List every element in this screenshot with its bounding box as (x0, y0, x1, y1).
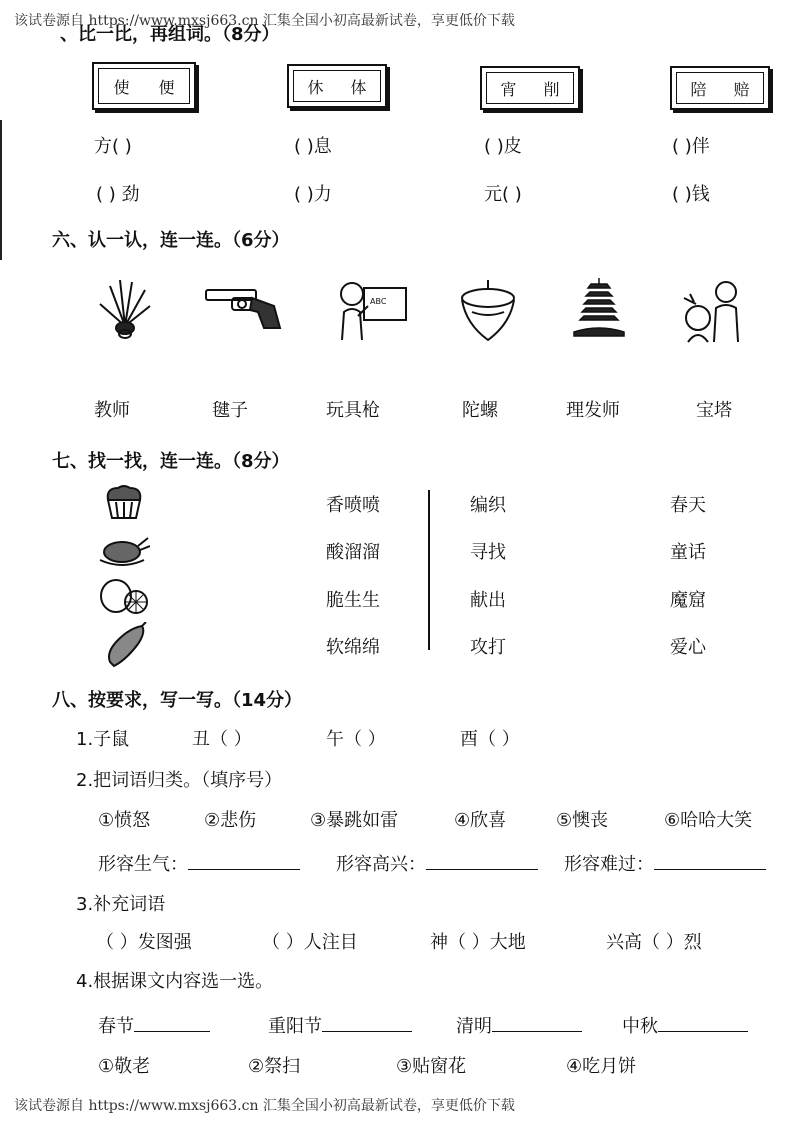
margin-line (0, 120, 2, 260)
word-label[interactable]: 教师 (94, 400, 130, 421)
fill-blank[interactable]: 方( ) (94, 136, 132, 157)
festival-field[interactable] (98, 1012, 210, 1038)
cake-icon[interactable] (102, 484, 146, 522)
fill-blank[interactable]: ( )钱 (672, 184, 710, 205)
fill-blank[interactable]: 神（ ）大地 (430, 932, 526, 953)
noun-item[interactable]: 童话 (670, 542, 706, 563)
option-item: ④欣喜 (454, 810, 507, 831)
festival-field[interactable] (456, 1012, 582, 1038)
fill-blank[interactable]: 午（ ） (326, 729, 386, 750)
option-item: ⑤懊丧 (556, 810, 609, 831)
section7-title: 七、找一找，连一连。（8分） (52, 451, 290, 472)
option-item: ①愤怒 (98, 810, 151, 831)
char-box-2 (287, 64, 387, 108)
cucumber-icon[interactable] (104, 622, 148, 668)
teacher-icon[interactable] (334, 278, 410, 344)
festival-field[interactable] (622, 1012, 748, 1038)
option-item: ④吃月饼 (566, 1056, 637, 1077)
answer-blank[interactable] (654, 869, 766, 870)
char-a: 宵 (500, 79, 517, 99)
word-label[interactable]: 毽子 (212, 400, 248, 421)
adjective-item[interactable]: 脆生生 (326, 590, 380, 611)
char-b: 削 (543, 79, 560, 99)
char-b: 便 (158, 77, 175, 97)
section5-title: 、比一比，再组词。（8分） (60, 24, 280, 45)
festival-label: 中秋 (622, 1016, 658, 1037)
festival-label: 重阳节 (268, 1016, 322, 1037)
adjective-item[interactable]: 酸溜溜 (326, 542, 380, 563)
fill-blank[interactable]: ( )皮 (484, 136, 522, 157)
word-label[interactable]: 玩具枪 (326, 400, 380, 421)
source-watermark-bottom: 该试卷源自 https://www.mxsj663.cn 汇集全国小初高最新试卷，享更低价下载 (14, 1098, 515, 1114)
festival-label: 春节 (98, 1016, 134, 1037)
fill-blank[interactable]: （ ）发图强 (96, 932, 192, 953)
verb-item[interactable]: 寻找 (470, 542, 506, 563)
barber-icon[interactable] (678, 278, 748, 344)
svg-text:ABC: ABC (370, 297, 387, 306)
q4-label: 4.根据课文内容选一选。 (76, 971, 274, 992)
adjective-item[interactable]: 香喷喷 (326, 495, 380, 516)
festival-field[interactable] (268, 1012, 412, 1038)
option-item: ②祭扫 (248, 1056, 301, 1077)
shuttlecock-icon[interactable] (90, 276, 160, 340)
category-label: 形容高兴： (336, 854, 426, 875)
roast-chicken-icon[interactable] (98, 530, 150, 568)
category-field[interactable] (564, 850, 766, 876)
fill-blank[interactable]: ( )力 (294, 184, 332, 205)
noun-item[interactable]: 魔窟 (670, 590, 706, 611)
verb-item[interactable]: 编织 (470, 495, 506, 516)
q2-label: 2.把词语归类。（填序号） (76, 770, 283, 791)
word-label[interactable]: 理发师 (566, 400, 620, 421)
verb-item[interactable]: 攻打 (470, 637, 506, 658)
word-label[interactable]: 陀螺 (462, 400, 498, 421)
q1-label: 1.子鼠 (76, 729, 130, 750)
char-b: 体 (350, 77, 367, 97)
q3-label: 3.补充词语 (76, 894, 166, 915)
option-item: ③贴窗花 (396, 1056, 467, 1077)
answer-blank[interactable] (426, 869, 538, 870)
char-box-3 (480, 66, 580, 110)
answer-blank[interactable] (492, 1031, 582, 1032)
answer-blank[interactable] (188, 869, 300, 870)
char-a: 陪 (690, 79, 707, 99)
festival-label: 清明 (456, 1016, 492, 1037)
char-box-1 (92, 62, 196, 110)
fill-blank[interactable]: 兴高（ ）烈 (606, 932, 702, 953)
char-a: 休 (307, 77, 324, 97)
fill-blank[interactable]: 酉（ ） (460, 729, 520, 750)
source-watermark-top: 该试卷源自 https://www.mxsj663.cn 汇集全国小初高最新试卷，享更低价下载 (14, 13, 515, 29)
toy-gun-icon[interactable] (202, 284, 282, 332)
answer-blank[interactable] (322, 1031, 412, 1032)
answer-blank[interactable] (658, 1031, 748, 1032)
spinning-top-icon[interactable] (458, 278, 518, 344)
option-item: ③暴跳如雷 (310, 810, 399, 831)
lemon-icon[interactable] (98, 578, 150, 616)
char-a: 使 (113, 77, 130, 97)
fill-blank[interactable]: ( )息 (294, 136, 332, 157)
option-item: ⑥哈哈大笑 (664, 810, 753, 831)
noun-item[interactable]: 春天 (670, 495, 706, 516)
divider-line (428, 490, 430, 650)
category-label: 形容难过： (564, 854, 654, 875)
fill-blank[interactable]: 元( ) (484, 184, 522, 205)
fill-blank[interactable]: （ ）人注目 (262, 932, 358, 953)
pagoda-icon[interactable] (572, 276, 626, 338)
verb-item[interactable]: 献出 (470, 590, 506, 611)
option-item: ②悲伤 (204, 810, 257, 831)
section6-title: 六、认一认，连一连。（6分） (52, 230, 290, 251)
fill-blank[interactable]: 丑（ ） (192, 729, 252, 750)
category-field[interactable] (98, 850, 300, 876)
word-label[interactable]: 宝塔 (696, 400, 732, 421)
category-field[interactable] (336, 850, 538, 876)
adjective-item[interactable]: 软绵绵 (326, 637, 380, 658)
fill-blank[interactable]: ( )伴 (672, 136, 710, 157)
noun-item[interactable]: 爱心 (670, 637, 706, 658)
char-box-4 (670, 66, 770, 110)
char-b: 赔 (733, 79, 750, 99)
category-label: 形容生气： (98, 854, 188, 875)
answer-blank[interactable] (134, 1031, 210, 1032)
fill-blank[interactable]: ( ) 劲 (96, 184, 140, 205)
option-item: ①敬老 (98, 1056, 151, 1077)
section8-title: 八、按要求，写一写。（14分） (52, 690, 303, 711)
